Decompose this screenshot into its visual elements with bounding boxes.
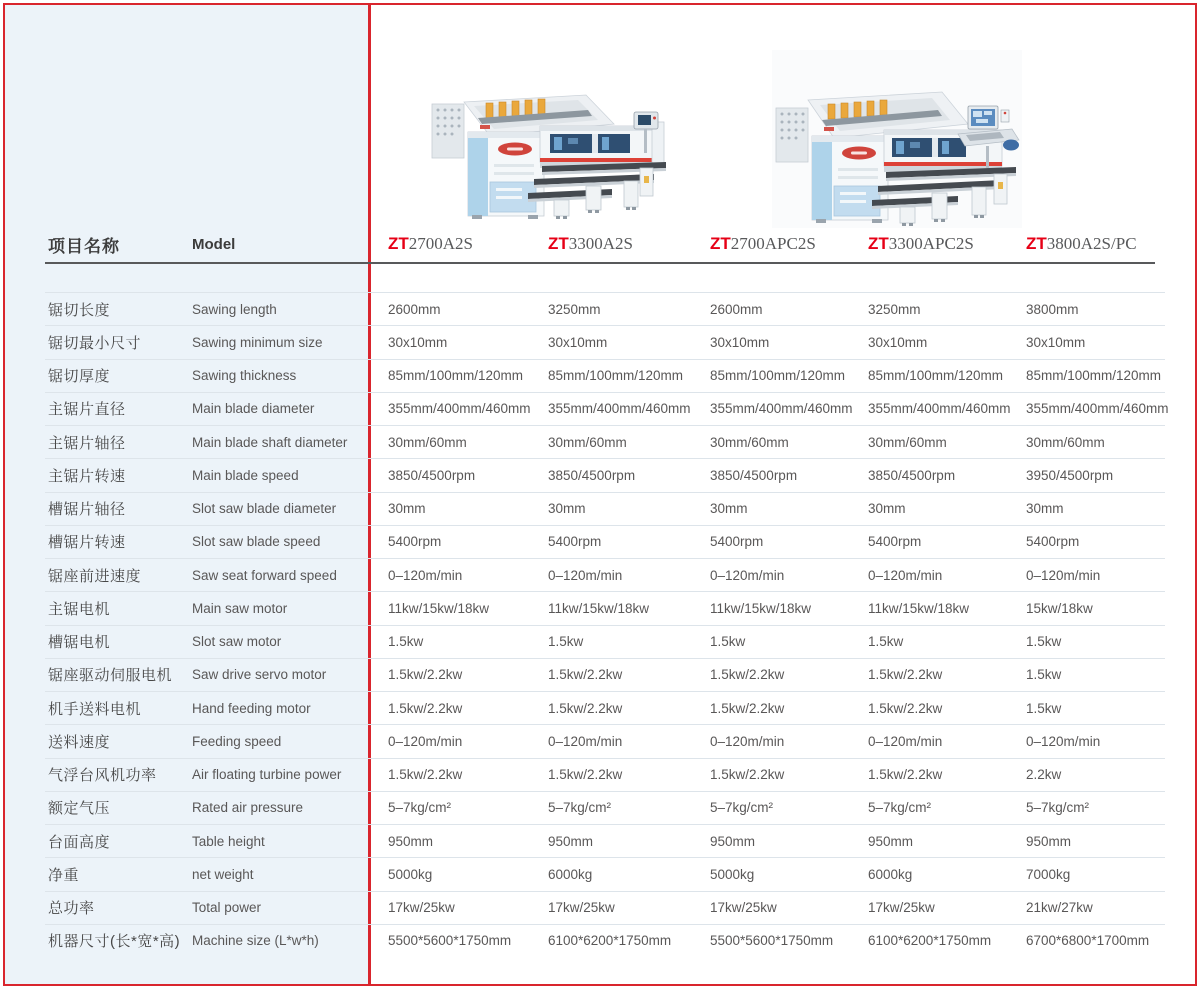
- panel-saw-illustration: [428, 48, 668, 220]
- spec-value: 11kw/15kw/18kw: [710, 600, 812, 616]
- table-row: [45, 658, 1165, 691]
- spec-value: 3250mm: [868, 301, 921, 317]
- spec-value: 15kw/18kw: [1026, 600, 1093, 616]
- model-prefix: ZT: [868, 234, 889, 253]
- spec-value: 30mm/60mm: [388, 434, 467, 450]
- spec-value: 6000kg: [548, 866, 593, 882]
- spec-label-en: Sawing thickness: [192, 368, 297, 384]
- spec-label-cn: 槽锯电机: [48, 634, 111, 652]
- spec-value: 17kw/25kw: [710, 900, 777, 916]
- spec-value: 5–7kg/cm²: [710, 800, 774, 816]
- model-prefix: ZT: [1026, 234, 1047, 253]
- spec-value: 1.5kw/2.2kw: [710, 667, 785, 683]
- spec-value: 1.5kw/2.2kw: [548, 667, 623, 683]
- spec-label-cn: 槽锯片轴径: [48, 501, 126, 519]
- product-model-header: [1026, 234, 1165, 254]
- spec-label-en: Slot saw blade speed: [192, 534, 321, 550]
- spec-value: 5400rpm: [710, 534, 764, 550]
- table-row: [45, 625, 1165, 658]
- spec-value: 5–7kg/cm²: [868, 800, 932, 816]
- spec-value: 5–7kg/cm²: [388, 800, 452, 816]
- spec-label-cn: 锯切最小尺寸: [48, 334, 142, 352]
- product-model-header: [868, 234, 1026, 254]
- table-row: [45, 325, 1165, 358]
- model-prefix: ZT: [388, 234, 409, 253]
- spec-value: 1.5kw/2.2kw: [388, 667, 463, 683]
- spec-value: 30x10mm: [1026, 334, 1086, 350]
- spec-label-cn: 送料速度: [48, 733, 111, 751]
- spec-value: 1.5kw/2.2kw: [710, 767, 785, 783]
- table-row: [45, 857, 1165, 890]
- spec-value: 7000kg: [1026, 866, 1071, 882]
- spec-value: 6000kg: [868, 866, 913, 882]
- spec-value: 30mm/60mm: [548, 434, 627, 450]
- table-row: [45, 392, 1169, 425]
- spec-value: 1.5kw/2.2kw: [388, 767, 463, 783]
- table-row: [45, 691, 1165, 724]
- spec-value: 5–7kg/cm²: [1026, 800, 1090, 816]
- header-items-label: 项目名称: [48, 236, 120, 256]
- spec-label-en: Sawing minimum size: [192, 334, 323, 350]
- spec-label-en: Total power: [192, 900, 262, 916]
- spec-value: 355mm/400mm/460mm: [710, 401, 853, 417]
- spec-label-cn: 锯座前进速度: [48, 567, 142, 585]
- spec-value: 3850/4500rpm: [548, 467, 636, 483]
- spec-value: 30mm/60mm: [868, 434, 947, 450]
- model-number: 2700APC2S: [730, 234, 816, 253]
- spec-value: 21kw/27kw: [1026, 900, 1093, 916]
- spec-value: 950mm: [388, 833, 434, 849]
- header-underline: [45, 262, 1155, 264]
- header-model-label: Model: [192, 235, 236, 253]
- spec-label-en: Main saw motor: [192, 600, 288, 616]
- spec-label-en: Rated air pressure: [192, 800, 304, 816]
- model-number: 3300A2S: [568, 234, 634, 253]
- table-header-row: [45, 228, 1165, 260]
- spec-label-cn: 主锯电机: [48, 600, 111, 618]
- spec-value: 11kw/15kw/18kw: [868, 600, 970, 616]
- spec-value: 0–120m/min: [868, 567, 943, 583]
- spec-value: 2.2kw: [1026, 767, 1062, 783]
- spec-value: 11kw/15kw/18kw: [388, 600, 490, 616]
- spec-value: 0–120m/min: [710, 733, 785, 749]
- spec-value: 950mm: [548, 833, 594, 849]
- spec-value: 6100*6200*1750mm: [868, 933, 992, 949]
- table-row: [45, 359, 1165, 392]
- spec-value: 0–120m/min: [868, 733, 943, 749]
- spec-value: 2600mm: [388, 301, 441, 317]
- spec-label-en: Machine size (L*w*h): [192, 933, 319, 949]
- spec-value: 1.5kw: [1026, 700, 1062, 716]
- spec-value: 1.5kw: [388, 634, 424, 650]
- spec-table-body: [45, 292, 1169, 957]
- spec-value: 0–120m/min: [548, 567, 623, 583]
- spec-value: 5500*5600*1750mm: [388, 933, 512, 949]
- table-row: [45, 425, 1165, 458]
- spec-value: 1.5kw/2.2kw: [710, 700, 785, 716]
- spec-value: 30mm/60mm: [710, 434, 789, 450]
- model-number: 3300APC2S: [888, 234, 974, 253]
- spec-value: 85mm/100mm/120mm: [548, 368, 684, 384]
- spec-label-en: Main blade shaft diameter: [192, 434, 348, 450]
- spec-label-en: Saw seat forward speed: [192, 567, 337, 583]
- spec-label-en: Air floating turbine power: [192, 767, 342, 783]
- spec-value: 85mm/100mm/120mm: [710, 368, 846, 384]
- spec-value: 3950/4500rpm: [1026, 467, 1114, 483]
- table-row: [45, 758, 1165, 791]
- spec-value: 950mm: [1026, 833, 1072, 849]
- spec-label-en: Slot saw motor: [192, 634, 282, 650]
- spec-value: 0–120m/min: [388, 567, 463, 583]
- table-row: [45, 492, 1165, 525]
- spec-value: 5000kg: [710, 866, 755, 882]
- spec-value: 3850/4500rpm: [868, 467, 956, 483]
- spec-label-cn: 总功率: [48, 900, 95, 918]
- spec-value: 3850/4500rpm: [388, 467, 476, 483]
- spec-label-en: Sawing length: [192, 301, 277, 317]
- table-row: [45, 824, 1165, 857]
- spec-label-en: Hand feeding motor: [192, 700, 311, 716]
- spec-label-cn: 台面高度: [48, 833, 111, 851]
- spec-value: 1.5kw/2.2kw: [868, 767, 943, 783]
- spec-value: 1.5kw/2.2kw: [388, 700, 463, 716]
- spec-label-en: Slot saw blade diameter: [192, 501, 337, 517]
- spec-value: 355mm/400mm/460mm: [868, 401, 1011, 417]
- spec-label-en: Feeding speed: [192, 733, 282, 749]
- spec-value: 1.5kw/2.2kw: [868, 667, 943, 683]
- spec-value: 1.5kw/2.2kw: [868, 700, 943, 716]
- spec-value: 85mm/100mm/120mm: [388, 368, 524, 384]
- spec-value: 5–7kg/cm²: [548, 800, 612, 816]
- spec-label-cn: 额定气压: [48, 800, 111, 818]
- spec-value: 30mm: [710, 501, 748, 517]
- spec-value: 30mm/60mm: [1026, 434, 1105, 450]
- spec-value: 0–120m/min: [1026, 567, 1101, 583]
- spec-value: 355mm/400mm/460mm: [548, 401, 691, 417]
- table-row: [45, 591, 1165, 624]
- table-row: [45, 791, 1165, 824]
- spec-label-cn: 锯切厚度: [48, 368, 111, 386]
- machine-photo-a2s: [428, 48, 668, 220]
- spec-value: 2600mm: [710, 301, 763, 317]
- spec-value: 30mm: [388, 501, 426, 517]
- spec-value: 1.5kw/2.2kw: [548, 767, 623, 783]
- spec-value: 11kw/15kw/18kw: [548, 600, 650, 616]
- spec-value: 30mm: [1026, 501, 1064, 517]
- spec-value: 5500*5600*1750mm: [710, 933, 834, 949]
- spec-value: 5000kg: [388, 866, 433, 882]
- spec-value: 3800mm: [1026, 301, 1079, 317]
- spec-value: 950mm: [710, 833, 756, 849]
- spec-value: 1.5kw/2.2kw: [548, 700, 623, 716]
- table-row: [45, 458, 1165, 491]
- spec-value: 5400rpm: [1026, 534, 1080, 550]
- spec-value: 85mm/100mm/120mm: [1026, 368, 1162, 384]
- spec-value: 30mm: [868, 501, 906, 517]
- spec-value: 5400rpm: [868, 534, 922, 550]
- spec-value: 30x10mm: [868, 334, 928, 350]
- spec-value: 3850/4500rpm: [710, 467, 798, 483]
- model-number: 3800A2S/PC: [1046, 234, 1137, 253]
- spec-value: 6100*6200*1750mm: [548, 933, 672, 949]
- spec-label-cn: 槽锯片转速: [48, 534, 126, 552]
- spec-label-en: Table height: [192, 833, 265, 849]
- machine-photo-apc2s: [772, 50, 1022, 228]
- spec-value: 30x10mm: [548, 334, 608, 350]
- product-model-header: [388, 234, 548, 254]
- spec-value: 3250mm: [548, 301, 601, 317]
- spec-value: 6700*6800*1700mm: [1026, 933, 1150, 949]
- table-row: [45, 292, 1165, 325]
- spec-value: 17kw/25kw: [548, 900, 615, 916]
- spec-label-cn: 机手送料电机: [48, 700, 142, 718]
- spec-label-cn: 净重: [48, 866, 80, 884]
- spec-value: 5400rpm: [548, 534, 602, 550]
- spec-label-cn: 锯座驱动伺服电机: [48, 667, 173, 685]
- spec-value: 0–120m/min: [710, 567, 785, 583]
- spec-label-cn: 主锯片直径: [48, 401, 126, 419]
- table-row: [45, 724, 1165, 757]
- spec-value: 355mm/400mm/460mm: [388, 401, 531, 417]
- spec-value: 30x10mm: [388, 334, 448, 350]
- spec-value: 950mm: [868, 833, 914, 849]
- spec-value: 1.5kw: [1026, 634, 1062, 650]
- spec-label-cn: 机器尺寸(长*宽*高): [48, 933, 181, 951]
- spec-value: 355mm/400mm/460mm: [1026, 401, 1169, 417]
- spec-label-cn: 锯切长度: [48, 301, 111, 319]
- table-row: [45, 525, 1165, 558]
- table-row: [45, 924, 1165, 957]
- spec-value: 0–120m/min: [1026, 733, 1101, 749]
- spec-value: 5400rpm: [388, 534, 442, 550]
- table-row: [45, 558, 1165, 591]
- spec-value: 0–120m/min: [388, 733, 463, 749]
- spec-value: 85mm/100mm/120mm: [868, 368, 1004, 384]
- spec-label-cn: 主锯片转速: [48, 467, 126, 485]
- spec-label-cn: 主锯片轴径: [48, 434, 126, 452]
- model-prefix: ZT: [710, 234, 731, 253]
- model-number: 2700A2S: [408, 234, 474, 253]
- spec-value: 30mm: [548, 501, 586, 517]
- product-model-header: [548, 234, 710, 254]
- spec-value: 17kw/25kw: [388, 900, 455, 916]
- spec-label-en: Main blade speed: [192, 467, 299, 483]
- product-model-header: [710, 234, 868, 254]
- spec-label-en: Saw drive servo motor: [192, 667, 327, 683]
- spec-value: 17kw/25kw: [868, 900, 935, 916]
- panel-saw-computer-illustration: [772, 50, 1022, 228]
- spec-value: 1.5kw: [710, 634, 746, 650]
- spec-label-cn: 气浮台风机功率: [48, 767, 157, 785]
- spec-value: 30x10mm: [710, 334, 770, 350]
- spec-label-en: Main blade diameter: [192, 401, 315, 417]
- spec-value: 0–120m/min: [548, 733, 623, 749]
- model-prefix: ZT: [548, 234, 569, 253]
- table-row: [45, 891, 1165, 924]
- spec-value: 1.5kw: [1026, 667, 1062, 683]
- spec-value: 1.5kw: [868, 634, 904, 650]
- spec-value: 1.5kw: [548, 634, 584, 650]
- spec-label-en: net weight: [192, 866, 254, 882]
